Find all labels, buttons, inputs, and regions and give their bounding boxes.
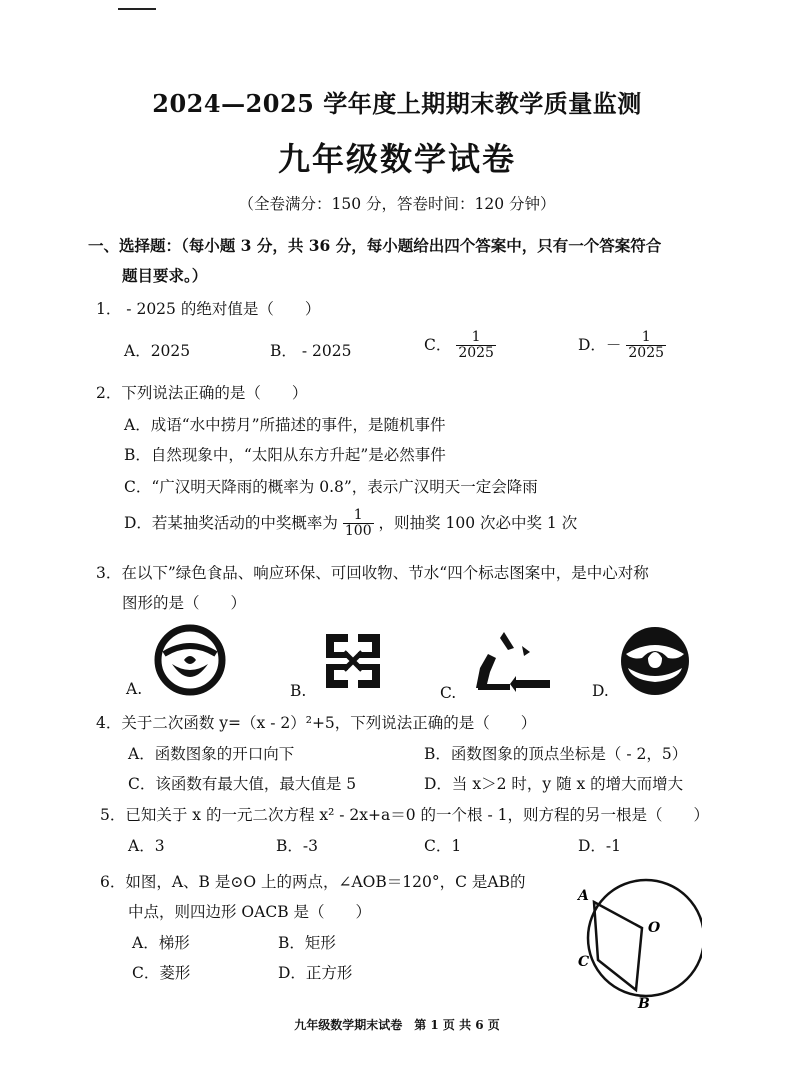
- q1-c-numerator: 1: [471, 329, 481, 345]
- q4-option-c: C．该函数有最大值，最大值是 5: [128, 775, 357, 793]
- q3-label-c: C.: [440, 684, 457, 702]
- water-saving-logo: [618, 624, 692, 698]
- q1-d-denominator: 2025: [628, 345, 665, 362]
- green-food-logo: [154, 624, 226, 696]
- q6-stem-line2: 中点，则四边形 OACB 是（ ）: [128, 903, 372, 921]
- q1-stem: 1． - 2025 的绝对值是（ ）: [96, 300, 321, 318]
- q1-c-label: C．: [424, 335, 452, 354]
- circle-o: [588, 880, 702, 996]
- q6-option-a: A．梯形: [132, 934, 190, 952]
- q5-option-a: A．3: [128, 837, 165, 855]
- q5-option-c: C．1: [424, 837, 462, 855]
- q2-d-denominator: 100: [344, 523, 372, 540]
- q1-option-c: [424, 330, 496, 362]
- point-b-label: B: [638, 996, 650, 1012]
- q3-stem-line1: 3．在以下”绿色食品、响应环保、可回收物、节水“四个标志图案中，是中心对称: [96, 564, 649, 582]
- exam-subtitle: 九年级数学试卷: [277, 140, 516, 178]
- q5-option-d: D．-1: [578, 837, 622, 855]
- q5-stem: 5．已知关于 x 的一元二次方程 x² - 2x+a＝0 的一个根 - 1，则方程的另一根是（ ）: [100, 806, 710, 824]
- q1-c-fraction: [456, 330, 496, 362]
- q2-d-post: ，则抽奖 100 次必中奖 1 次: [378, 513, 578, 532]
- q1-d-numerator: 1: [641, 329, 651, 345]
- page-footer: 九年级数学期末试卷 第 1 页 共 6 页: [294, 1018, 500, 1032]
- q3-stem-line2: 图形的是（ ）: [122, 594, 247, 612]
- recycle-logo: [470, 628, 554, 694]
- top-mark-line: [118, 8, 156, 10]
- q2-option-b: B．自然现象中，“太阳从东方升起”是必然事件: [124, 446, 446, 464]
- point-a-label: A: [578, 888, 589, 904]
- q6-option-d: D．正方形: [278, 964, 353, 982]
- q2-d-pre: D．若某抽奖活动的中奖概率为: [124, 513, 338, 532]
- q1-option-a: A．2025: [124, 342, 191, 360]
- q1-option-b: B． - 2025: [270, 342, 352, 360]
- q4-stem: 4．关于二次函数 y=（x - 2）²+5，下列说法正确的是（ ）: [96, 714, 537, 732]
- q3-label-a: A.: [126, 680, 143, 698]
- q3-label-d: D.: [592, 682, 609, 700]
- eco-logo: [322, 630, 384, 692]
- q4-option-b: B．函数图象的顶点坐标是（ - 2，5）: [424, 745, 688, 763]
- q1-d-fraction: [626, 330, 666, 362]
- q6-stem-line1: 6．如图，A、B 是⊙O 上的两点，∠AOB＝120°，C 是AB的: [100, 873, 526, 891]
- exam-info: （全卷满分：150 分，答卷时间：120 分钟）: [238, 195, 556, 213]
- q4-option-d: D．当 x＞2 时，y 随 x 的增大而增大: [424, 775, 684, 793]
- q2-stem: 2．下列说法正确的是（ ）: [96, 384, 308, 402]
- q3-label-b: B.: [290, 682, 307, 700]
- q2-option-c: C．“广汉明天降雨的概率为 0.8”，表示广汉明天一定会降雨: [124, 478, 538, 496]
- q6-option-c: C．菱形: [132, 964, 191, 982]
- q5-option-b: B．-3: [276, 837, 318, 855]
- point-o-label: O: [648, 920, 661, 936]
- circle-figure: [572, 862, 702, 1012]
- q6-option-b: B．矩形: [278, 934, 336, 952]
- quadrilateral-oacb: [594, 902, 642, 990]
- q2-d-fraction: [343, 508, 374, 540]
- q1-d-label: D．－: [578, 335, 622, 354]
- section-heading-cont: 题目要求。）: [122, 266, 208, 285]
- point-c-label: C: [578, 954, 590, 970]
- q1-c-denominator: 2025: [458, 345, 494, 362]
- q1-option-d: [578, 330, 666, 362]
- q2-d-numerator: 1: [353, 507, 363, 523]
- section-heading: 一、选择题：（每小题 3 分，共 36 分，每小题给出四个答案中，只有一个答案符合: [88, 236, 662, 255]
- q2-option-a: A．成语“水中捞月”所描述的事件，是随机事件: [124, 416, 446, 434]
- q4-option-a: A．函数图象的开口向下: [128, 745, 295, 763]
- exam-title: 2024—2025 学年度上期期末教学质量监测: [152, 89, 642, 118]
- q2-option-d: [124, 508, 577, 540]
